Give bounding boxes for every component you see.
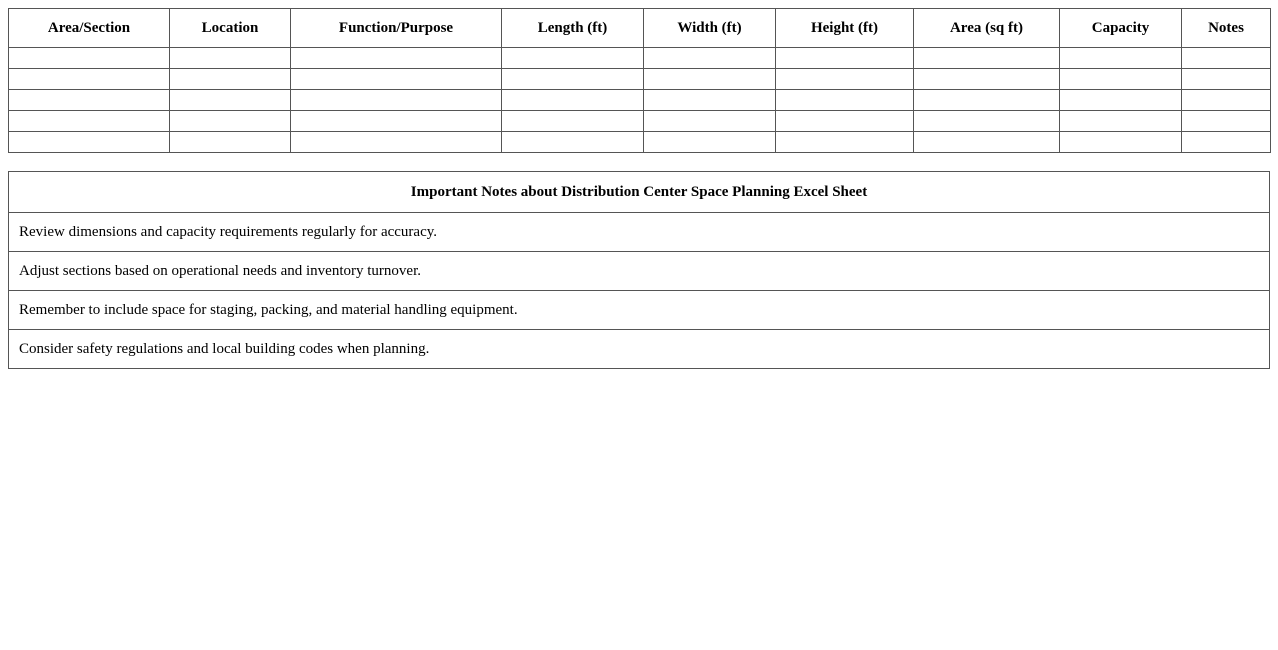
column-header-area-sq-ft: Area (sq ft) xyxy=(914,9,1060,48)
table-cell[interactable] xyxy=(9,111,170,132)
note-row xyxy=(9,252,1270,291)
table-cell[interactable] xyxy=(914,48,1060,69)
table-cell[interactable] xyxy=(170,132,291,153)
table-cell[interactable] xyxy=(9,48,170,69)
note-row xyxy=(9,330,1270,369)
table-cell[interactable] xyxy=(291,90,502,111)
note-item: Remember to include space for staging, packing, and material handling equipment. xyxy=(9,291,1270,330)
note-item: Adjust sections based on operational needs and inventory turnover. xyxy=(9,252,1270,291)
table-cell[interactable] xyxy=(1060,111,1182,132)
table-cell[interactable] xyxy=(776,111,914,132)
table-row xyxy=(9,90,1271,111)
note-row xyxy=(9,213,1270,252)
table-cell[interactable] xyxy=(502,69,644,90)
column-header-function-purpose: Function/Purpose xyxy=(291,9,502,48)
note-item: Consider safety regulations and local building codes when planning. xyxy=(9,330,1270,369)
table-cell[interactable] xyxy=(776,48,914,69)
table-cell[interactable] xyxy=(914,111,1060,132)
table-cell[interactable] xyxy=(291,132,502,153)
table-cell[interactable] xyxy=(502,132,644,153)
table-cell[interactable] xyxy=(914,69,1060,90)
table-cell[interactable] xyxy=(1182,132,1271,153)
note-row xyxy=(9,291,1270,330)
table-body xyxy=(9,48,1271,153)
table-cell[interactable] xyxy=(170,48,291,69)
table-row xyxy=(9,132,1271,153)
space-planning-table xyxy=(8,8,1271,153)
column-header-notes: Notes xyxy=(1182,9,1271,48)
table-cell[interactable] xyxy=(1060,48,1182,69)
column-header-height: Height (ft) xyxy=(776,9,914,48)
table-cell[interactable] xyxy=(776,90,914,111)
important-notes-table xyxy=(8,171,1270,369)
table-cell[interactable] xyxy=(291,48,502,69)
column-header-length: Length (ft) xyxy=(502,9,644,48)
table-cell[interactable] xyxy=(502,48,644,69)
notes-title-row xyxy=(9,172,1270,213)
table-header-row xyxy=(9,9,1271,48)
table-cell[interactable] xyxy=(291,69,502,90)
table-cell[interactable] xyxy=(644,111,776,132)
table-cell[interactable] xyxy=(170,90,291,111)
table-row xyxy=(9,111,1271,132)
column-header-capacity: Capacity xyxy=(1060,9,1182,48)
table-cell[interactable] xyxy=(644,90,776,111)
table-cell[interactable] xyxy=(1182,69,1271,90)
table-cell[interactable] xyxy=(914,132,1060,153)
table-cell[interactable] xyxy=(9,90,170,111)
table-cell[interactable] xyxy=(9,69,170,90)
column-header-width: Width (ft) xyxy=(644,9,776,48)
table-cell[interactable] xyxy=(9,132,170,153)
table-cell[interactable] xyxy=(644,132,776,153)
column-header-location: Location xyxy=(170,9,291,48)
table-cell[interactable] xyxy=(1060,69,1182,90)
table-row xyxy=(9,69,1271,90)
table-cell[interactable] xyxy=(502,90,644,111)
table-cell[interactable] xyxy=(644,69,776,90)
table-row xyxy=(9,48,1271,69)
table-cell[interactable] xyxy=(776,69,914,90)
table-cell[interactable] xyxy=(502,111,644,132)
notes-title: Important Notes about Distribution Center Space Planning Excel Sheet xyxy=(9,172,1270,213)
table-cell[interactable] xyxy=(1060,132,1182,153)
table-cell[interactable] xyxy=(1182,48,1271,69)
table-cell[interactable] xyxy=(914,90,1060,111)
table-cell[interactable] xyxy=(776,132,914,153)
table-cell[interactable] xyxy=(291,111,502,132)
table-cell[interactable] xyxy=(644,48,776,69)
column-header-area-section: Area/Section xyxy=(9,9,170,48)
table-cell[interactable] xyxy=(1060,90,1182,111)
table-cell[interactable] xyxy=(170,111,291,132)
table-cell[interactable] xyxy=(170,69,291,90)
table-cell[interactable] xyxy=(1182,111,1271,132)
note-item: Review dimensions and capacity requirements regularly for accuracy. xyxy=(9,213,1270,252)
table-cell[interactable] xyxy=(1182,90,1271,111)
